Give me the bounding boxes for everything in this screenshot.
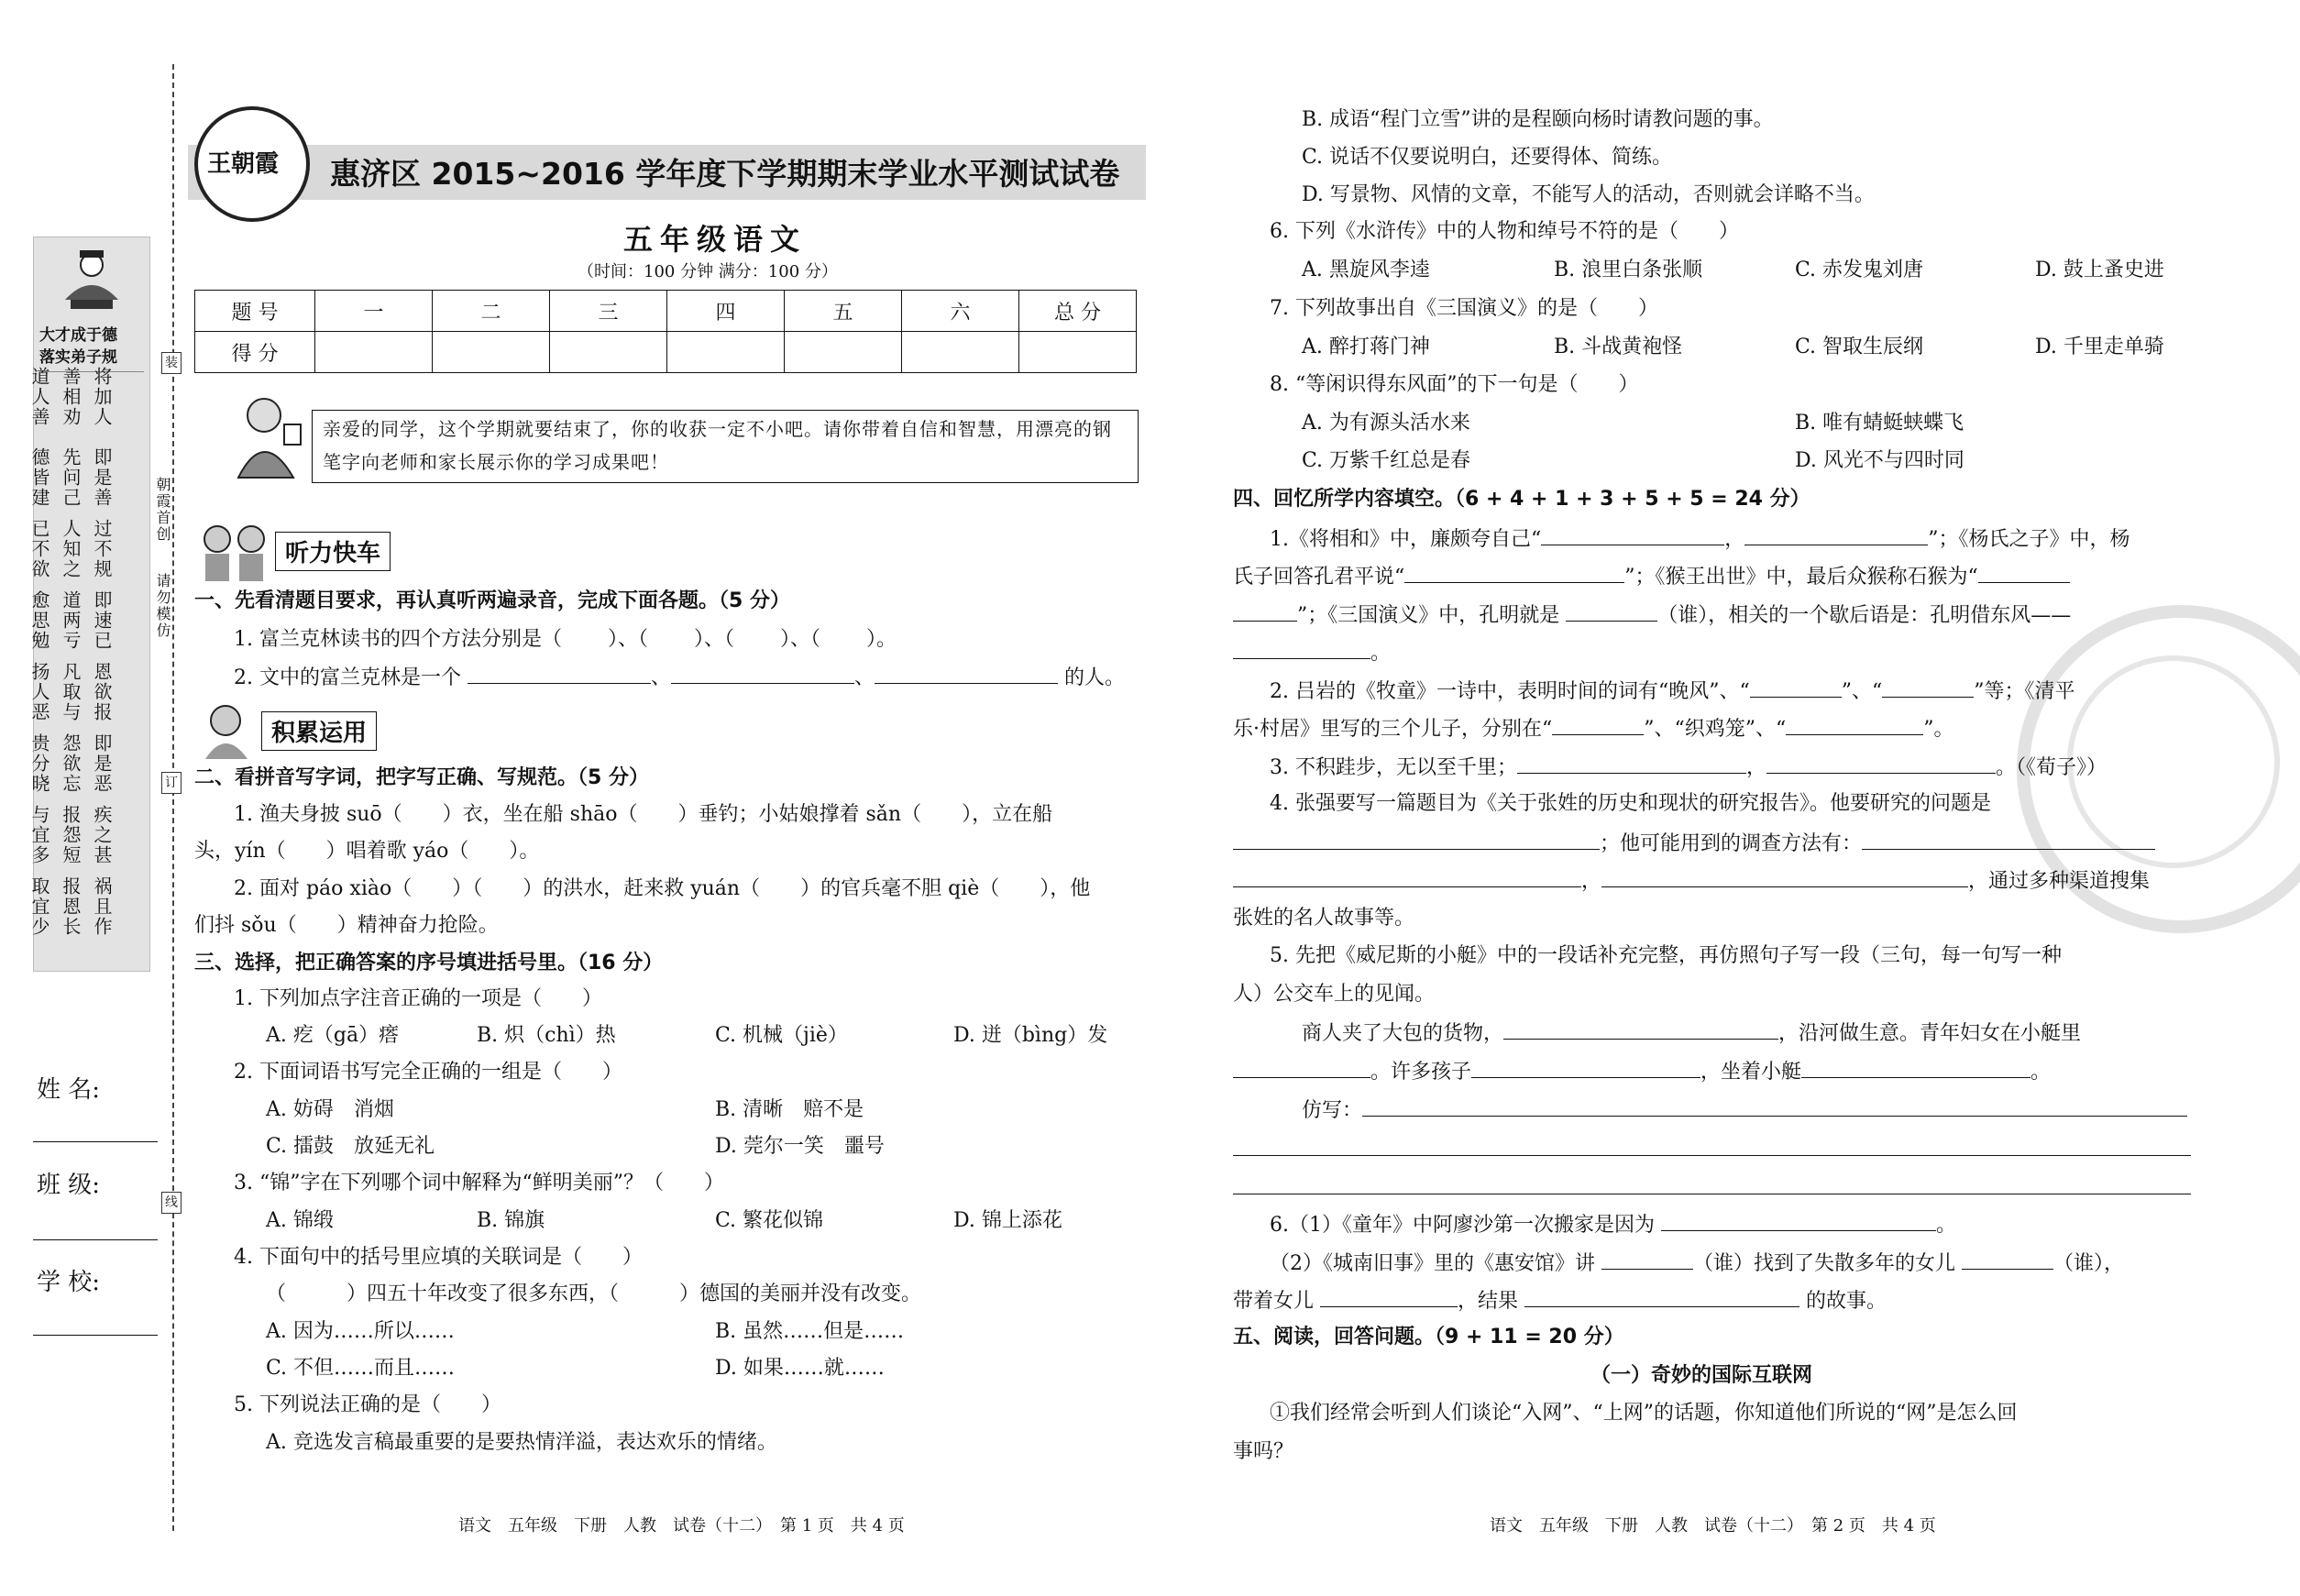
seal-xian: 线 [161, 1192, 182, 1214]
q4-1-line3 [1233, 600, 2071, 630]
q3-2: 2. 下面词语书写完全正确的一组是（ ） [234, 1061, 622, 1084]
motto-column: 善相劝 [60, 367, 82, 427]
q4-5-text: 仿写： [1302, 1099, 1363, 1122]
answer-blank[interactable] [1471, 1057, 1700, 1078]
q4-title: 四、回忆所学内容填空。（6 + 4 + 1 + 3 + 5 + 5 = 24 分） [1233, 488, 1810, 511]
q4-4-line2 [1233, 829, 2155, 858]
q4-4-line4: 张姓的名人故事等。 [1233, 907, 1415, 930]
q3-3-option-b[interactable]: B. 锦旗 [477, 1209, 545, 1232]
q1-title: 一、先看清题目要求，再认真听两遍录音，完成下面各题。（5 分） [194, 589, 790, 612]
answer-blank[interactable] [1962, 1249, 2053, 1270]
q4-2-text: 2. 吕岩的《牧童》一诗中，表明时间的词有“晚风”、“ [1270, 680, 1750, 703]
q4-4-text: ， [1581, 870, 1602, 893]
q4-5-line1: 5. 先把《威尼斯的小艇》中的一段话补充完整，再仿照句子写一段（三句，每一句写一种 [1270, 944, 2062, 967]
q5-title: 五、阅读，回答问题。（9 + 11 = 20 分） [1233, 1326, 1624, 1348]
score-head-cell: 五 [785, 291, 902, 332]
q3-title: 三、选择，把正确答案的序号填进括号里。（16 分） [194, 952, 664, 974]
answer-blank[interactable] [1233, 866, 1581, 887]
q4-2-text: ”等；《清平 [1974, 680, 2075, 703]
q3-7-option-b[interactable]: B. 斗战黄袍怪 [1554, 336, 1683, 358]
q3-5-option-a[interactable]: A. 竞选发言稿最重要的是要热情洋溢，表达欢乐的情绪。 [266, 1431, 777, 1454]
q3-1-option-a[interactable]: A. 疙（gā）瘩 [266, 1024, 400, 1047]
q3-1-option-d[interactable]: D. 迸（bìng）发 [953, 1024, 1108, 1047]
seal-zhuang: 装 [161, 352, 182, 374]
answer-blank[interactable] [1744, 524, 1928, 545]
q4-6-text: 带着女儿 [1233, 1290, 1315, 1313]
motto-column: 将加人 [91, 367, 113, 427]
q1-1-text: ）、（ [780, 628, 821, 651]
score-head-cell: 三 [550, 291, 667, 332]
name-label: 姓 名: [37, 1076, 101, 1104]
score-cell[interactable] [785, 332, 902, 373]
q3-7-option-d[interactable]: D. 千里走单骑 [2035, 336, 2164, 358]
section-listening: 听力快车 [275, 532, 391, 571]
answer-blank[interactable] [1541, 524, 1724, 545]
q3-6-option-a[interactable]: A. 黑旋风李逵 [1302, 259, 1430, 281]
q1-2-text: 、 [854, 666, 875, 689]
q4-6-line2 [1270, 1249, 2124, 1278]
q2-title: 二、看拼音写字词，把字写正确、写规范。（5 分） [194, 766, 649, 789]
binding-line [172, 64, 174, 1531]
answer-blank[interactable] [1233, 829, 1600, 850]
q3-3-option-d[interactable]: D. 锦上添花 [953, 1209, 1062, 1232]
q4-5-text: 。许多孩子 [1370, 1061, 1472, 1084]
q4-4-line3 [1233, 866, 2150, 896]
answer-blank[interactable] [875, 663, 1058, 684]
q2-1: 1. 渔夫身披 suō（ ）衣，坐在船 shāo（ ）垂钓；小姑娘撑着 sǎn（ ），立在船 [234, 803, 1053, 826]
motto-column: 先问己 [60, 447, 82, 508]
score-head-cell: 二 [433, 291, 550, 332]
q3-6-option-b[interactable]: B. 浪里白条张顺 [1554, 259, 1703, 281]
answer-blank[interactable] [1601, 866, 1968, 887]
q1-2-text: 、 [650, 666, 671, 689]
girl-icon [194, 700, 259, 759]
q4-2-line2 [1233, 714, 1954, 743]
intro-message: 亲爱的同学，这个学期就要结束了，你的收获一定不小吧。请你带着自信和智慧，用漂亮的钢笔字向老师和家长展示你的学习成果吧！ [323, 418, 1112, 473]
answer-blank[interactable] [1362, 1095, 2187, 1117]
q4-3-text: 3. 不积跬步，无以至千里； [1270, 756, 1517, 779]
q3-4-sentence: （ ）四五十年改变了很多东西，（ ）德国的美丽并没有改变。 [266, 1282, 922, 1305]
q1-1-text: 1. 富兰克林读书的四个方法分别是（ [234, 628, 562, 651]
q3-8-option-c[interactable]: C. 万紫千红总是春 [1302, 449, 1471, 472]
q3-4-option-c[interactable]: C. 不但……而且…… [266, 1357, 456, 1380]
q4-1-text: （谁），相关的一个歇后语是：孔明借东风—— [1657, 604, 2072, 627]
q4-5-line3 [1302, 1018, 2081, 1048]
score-value-row [195, 332, 1137, 373]
q3-5-option-c[interactable]: C. 说话不仅要说明白，还要得体、简练。 [1302, 146, 1673, 169]
q4-1-text: ”；《三国演义》中，孔明就是 [1297, 604, 1560, 627]
motto-column: 凡取与 [60, 662, 82, 722]
footer-page-1: 语文 五年级 下册 人教 试卷（十二） 第 1 页 共 4 页 [458, 1516, 905, 1535]
answer-blank[interactable] [1566, 600, 1657, 622]
score-head-cell: 一 [315, 291, 433, 332]
answer-blank[interactable] [1404, 562, 1624, 583]
class-label: 班 级: [37, 1172, 101, 1199]
q4-3-text: 。（《荀子》） [1996, 756, 2107, 779]
motto-column: 即是善 [91, 447, 113, 508]
q3-6-option-c[interactable]: C. 赤发鬼刘唐 [1795, 259, 1924, 281]
q3-3-option-a[interactable]: A. 锦缎 [266, 1209, 334, 1232]
seal-ding: 订 [161, 772, 182, 794]
q2-2: 2. 面对 páo xiào（ ）（ ）的洪水，赶来救 yuán（ ）的官兵毫不胆 qiè（ ），他 [234, 877, 1091, 900]
reading-paragraph-1: ①我们经常会听到人们谈论“入网”、“上网”的话题，你知道他们所说的“网”是怎么回 [1270, 1402, 2018, 1425]
motto-column: 过不规 [91, 519, 113, 579]
class-field[interactable] [33, 1239, 158, 1240]
q1-1-text: ）、（ [694, 628, 735, 651]
q4-4-text: ，通过多种渠道搜集 [1968, 870, 2151, 893]
q4-5-text: ，坐着小艇 [1700, 1061, 1802, 1084]
motto-column: 扬人恶 [28, 662, 50, 722]
scholar-figure-icon [54, 243, 129, 316]
q4-5-imitation [1302, 1095, 2187, 1125]
q3-4: 4. 下面句中的括号里应填的关联词是（ ） [234, 1246, 643, 1269]
motto-column: 恩欲报 [91, 662, 113, 722]
q3-4-option-b[interactable]: B. 虽然……但是…… [715, 1320, 905, 1343]
motto-column: 与宜多 [28, 805, 50, 865]
score-cell[interactable] [550, 332, 667, 373]
q1-2-text: 的人。 [1064, 666, 1126, 689]
q3-7: 7. 下列故事出自《三国演义》的是（ ） [1270, 297, 1658, 320]
q3-1-option-c[interactable]: C. 机械（jiè） [715, 1024, 848, 1047]
q4-6-text: （谁）找到了失散多年的女儿 [1693, 1252, 1956, 1275]
q3-4-option-a[interactable]: A. 因为……所以…… [266, 1320, 455, 1343]
motto-column: 人知之 [60, 519, 82, 579]
answer-blank[interactable] [1552, 714, 1644, 735]
answer-blank[interactable] [1882, 677, 1974, 698]
q3-5-option-d[interactable]: D. 写景物、风情的文章，不能写人的活动，否则就会详略不当。 [1302, 183, 1875, 206]
score-head-cell: 总 分 [1019, 291, 1137, 332]
q4-2-text: ”、“ [1841, 680, 1883, 703]
q1-2 [234, 663, 1125, 692]
q4-2-text: ”、“织鸡笼”、“ [1644, 718, 1787, 741]
q4-6-line1 [1270, 1210, 1956, 1239]
q4-5-line2: 人）公交车上的见闻。 [1233, 983, 1436, 1006]
q3-6: 6. 下列《水浒传》中的人物和绰号不符的是（ ） [1270, 220, 1739, 243]
answer-blank[interactable] [1750, 677, 1842, 698]
q4-1-line4 [1233, 638, 1391, 667]
note-no-copy: 请勿模仿 [154, 573, 171, 639]
q4-4-text: ；他可能用到的调查方法有： [1600, 832, 1863, 855]
footer-page-2: 语文 五年级 下册 人教 试卷（十二） 第 2 页 共 4 页 [1490, 1516, 1936, 1535]
motto-column: 即是恶 [91, 733, 113, 794]
score-head-cell: 四 [667, 291, 785, 332]
q1-1 [234, 626, 897, 654]
score-row-label: 得 分 [195, 332, 315, 373]
answer-blank[interactable] [1766, 753, 1996, 774]
school-label: 学 校: [37, 1269, 101, 1296]
answer-blank[interactable] [1978, 562, 2070, 583]
score-head-cell: 题 号 [195, 291, 315, 332]
score-cell[interactable] [433, 332, 550, 373]
q4-6-text: （谁）， [2053, 1252, 2125, 1275]
score-head-cell: 六 [902, 291, 1019, 332]
q4-6-text: 的故事。 [1806, 1290, 1887, 1313]
q4-5-text: ，沿河做生意。青年妇女在小艇里 [1778, 1022, 2082, 1045]
answer-blank[interactable] [1801, 1057, 2030, 1078]
motto-column: 取宜少 [28, 876, 50, 937]
motto-column: 德皆建 [28, 447, 50, 508]
motto-column: 道两亏 [60, 590, 82, 651]
motto-top: 大才成于德 [39, 326, 117, 345]
q4-1-text: 氏子回答孔君平说“ [1233, 566, 1405, 589]
q3-2-option-a[interactable]: A. 妨碍 消烟 [266, 1098, 394, 1121]
kids-icon [194, 521, 277, 585]
q4-1-text: ， [1724, 528, 1745, 551]
score-table [194, 290, 1137, 373]
q4-5-text: 商人夹了大包的货物， [1302, 1022, 1504, 1045]
q4-2-text: 乐·村居》里写的三个儿子，分别在“ [1233, 718, 1553, 741]
q4-1-text: 1.《将相和》中，廉颇夸自己“ [1270, 528, 1542, 551]
answer-blank[interactable] [1661, 1210, 1936, 1231]
q4-3 [1270, 753, 2107, 782]
q3-8-option-d[interactable]: D. 风光不与四时同 [1795, 449, 1964, 472]
q4-1-text: ”；《猴王出世》中，最后众猴称石猴为“ [1624, 566, 1978, 589]
q4-2-text: ”。 [1923, 718, 1954, 741]
answer-blank[interactable] [1524, 1286, 1799, 1307]
q4-6-text: ，结果 [1458, 1290, 1519, 1313]
q4-6-line3 [1233, 1286, 1887, 1315]
score-cell[interactable] [902, 332, 1019, 373]
q4-6-text: 6.（1）《童年》中阿廖沙第一次搬家是因为 [1270, 1214, 1655, 1237]
time-info: （时间：100 分钟 满分：100 分） [578, 262, 838, 281]
q3-6-option-d[interactable]: D. 鼓上蚤史进 [2035, 259, 2164, 281]
motto-column: 即速已 [91, 590, 113, 651]
exam-title: 惠济区 2015~2016 学年度下学期期末学业水平测试试卷 [330, 156, 1120, 192]
q4-2-line1 [1270, 677, 2074, 706]
motto-column: 疾之甚 [91, 805, 113, 865]
motto-column: 报恩长 [60, 876, 82, 937]
answer-blank[interactable] [1503, 1018, 1778, 1040]
answer-blank[interactable] [1320, 1286, 1458, 1307]
answer-blank[interactable] [1862, 829, 2155, 850]
subject-title: 五年级语文 [623, 222, 808, 257]
answer-blank[interactable] [1233, 600, 1297, 622]
q3-5-option-b[interactable]: B. 成语“程门立雪”讲的是程颐向杨时请教问题的事。 [1302, 108, 1774, 131]
answer-blank[interactable] [468, 663, 651, 684]
q3-8: 8. “等闲识得东风面”的下一句是（ ） [1270, 373, 1639, 396]
writing-line[interactable] [1233, 1155, 2191, 1156]
logo-text: 王朝霞 [207, 150, 280, 178]
motto-bottom: 落实弟子规 [39, 348, 117, 367]
q4-1-line2 [1233, 562, 2070, 591]
motto-column: 祸且作 [91, 876, 113, 937]
q2-2b: 们抖 sǒu（ ）精神奋力抢险。 [194, 914, 499, 937]
q3-7-option-c[interactable]: C. 智取生辰纲 [1795, 336, 1924, 358]
brand-logo [194, 106, 310, 222]
q1-1-text: ）。 [866, 628, 897, 651]
q3-4-option-d[interactable]: D. 如果……就…… [715, 1357, 885, 1380]
q3-1: 1. 下列加点字注音正确的一项是（ ） [234, 987, 602, 1010]
q4-4-line1: 4. 张强要写一篇题目为《关于张姓的历史和现状的研究报告》。他要研究的问题是 [1270, 792, 1991, 815]
answer-blank[interactable] [1233, 1057, 1370, 1078]
q3-2-option-d[interactable]: D. 莞尔一笑 噩号 [715, 1135, 885, 1158]
answer-blank[interactable] [1601, 1249, 1693, 1270]
reading-paragraph-1b: 事吗？ [1233, 1440, 1294, 1463]
section-accumulation: 积累运用 [261, 711, 377, 751]
reading-title: （一）奇妙的国际互联网 [1590, 1364, 1813, 1387]
answer-blank[interactable] [1233, 638, 1370, 659]
score-cell[interactable] [667, 332, 785, 373]
score-header-row [195, 291, 1137, 332]
q3-3: 3. “锦”字在下列哪个词中解释为“鲜明美丽”？（ ） [234, 1172, 724, 1194]
motto-column: 怨欲忘 [60, 733, 82, 794]
motto-column: 贵分晓 [28, 733, 50, 794]
answer-blank[interactable] [1517, 753, 1746, 774]
q4-5-text: 。 [2030, 1061, 2052, 1084]
q3-8-option-a[interactable]: A. 为有源头活水来 [1302, 412, 1470, 435]
motto-column: 报怨短 [60, 805, 82, 865]
motto-column: 已不欲 [28, 519, 50, 579]
q4-1-text: 。 [1370, 642, 1392, 665]
q4-6-text: （2）《城南旧事》里的《惠安馆》讲 [1270, 1252, 1595, 1275]
teacher-illustration-icon [220, 390, 307, 481]
q4-1-text: ”；《杨氏之子》中，杨 [1928, 528, 2130, 551]
q3-2-option-b[interactable]: B. 清晰 赔不是 [715, 1098, 864, 1121]
motto-column: 道人善 [28, 367, 50, 427]
q4-5-line4 [1233, 1057, 2051, 1086]
note-original: 朝霞首创 [154, 477, 171, 543]
q3-7-option-a[interactable]: A. 醉打蒋门神 [1302, 336, 1430, 358]
answer-blank[interactable] [671, 663, 854, 684]
q3-1-option-b[interactable]: B. 炽（chì）热 [477, 1024, 616, 1047]
q2-1b: 头，yín（ ）唱着歌 yáo（ ）。 [194, 840, 540, 863]
answer-blank[interactable] [1786, 714, 1923, 735]
q3-3-option-c[interactable]: C. 繁花似锦 [715, 1209, 824, 1232]
motto-column: 愈思勉 [28, 590, 50, 651]
q4-6-text: 。 [1936, 1214, 1957, 1237]
q4-1-line1 [1270, 524, 2130, 554]
q4-3-text: ， [1745, 756, 1766, 779]
name-field[interactable] [33, 1141, 158, 1142]
q3-8-option-b[interactable]: B. 唯有蜻蜓蛱蝶飞 [1795, 412, 1964, 435]
q1-1-text: ）、（ [608, 628, 649, 651]
q1-2-text: 2. 文中的富兰克林是一个 [234, 666, 461, 689]
score-cell[interactable] [1019, 332, 1137, 373]
score-cell[interactable] [315, 332, 433, 373]
q3-2-option-c[interactable]: C. 擂鼓 放延无礼 [266, 1135, 435, 1158]
q3-5: 5. 下列说法正确的是（ ） [234, 1393, 501, 1416]
school-field[interactable] [33, 1335, 158, 1336]
